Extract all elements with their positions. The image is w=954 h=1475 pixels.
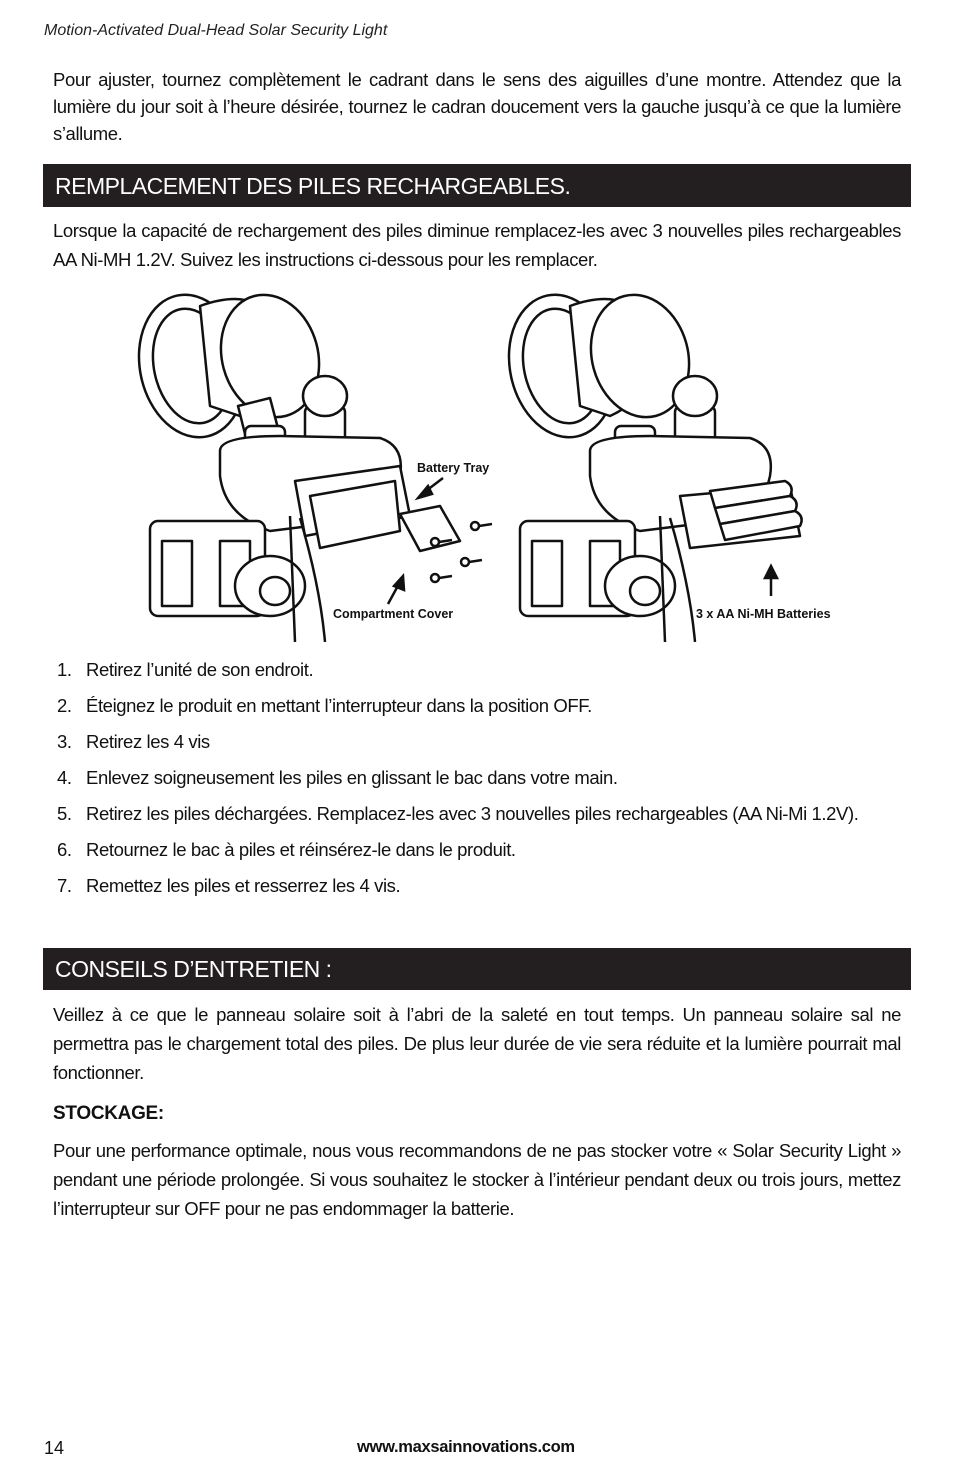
right-light-unit <box>496 286 801 642</box>
storage-heading: STOCKAGE: <box>53 1103 164 1124</box>
step-item: 6. Retournez le bac à piles et réinsérez-le dans le produit. <box>57 839 516 860</box>
step-item: 3. Retirez les 4 vis <box>57 731 210 752</box>
battery-replacement-figure <box>120 286 840 642</box>
storage-paragraph: Pour une performance optimale, nous vous recommandons de ne pas stocker votre « Solar Security Light » pendant une période prolongée. Si vous souhaitez le stocker à l’intérieur pendant deux ou trois jours, mettez l’interrupteur sur OFF pour ne pas endommager la batterie. <box>53 1140 901 1219</box>
step-item: 5. Retirez les piles déchargées. Remplacez-les avec 3 nouvelles piles rechargeables (AA Ni-Mi 1.2V). <box>57 803 859 824</box>
label-batteries: 3 x AA Ni-MH Batteries <box>696 607 831 621</box>
maintenance-paragraph: Veillez à ce que le panneau solaire soit à l’abri de la saleté en tout temps. Un panneau solaire sal ne permettra pas le chargement total des piles. De plus leur durée de vie sera réduite et la lumière pourrait mal fonctionner. <box>53 1004 901 1083</box>
section-heading-battery: REMPLACEMENT DES PILES RECHARGEABLES. <box>43 164 911 207</box>
intro-paragraph: Pour ajuster, tournez complètement le cadrant dans le sens des aiguilles d’une montre. Attendez que la lumière du jour soit à l’heure désirée, tournez le cadran doucement vers la gauche jusqu’à ce que la lumière s’allume. <box>53 69 901 144</box>
steps-list <box>53 656 901 899</box>
label-compartment-cover: Compartment Cover <box>333 607 454 621</box>
battery-intro-paragraph: Lorsque la capacité de rechargement des piles diminue remplacez-les avec 3 nouvelles piles rechargeables AA Ni-MH 1.2V. Suivez les instructions ci-dessous pour les remplacer. <box>53 220 901 270</box>
illustration-svg <box>120 286 840 642</box>
step-item: 4. Enlevez soigneusement les piles en glissant le bac dans votre main. <box>57 767 618 788</box>
page-number: 14 <box>44 1438 65 1458</box>
label-battery-tray: Battery Tray <box>417 461 490 475</box>
footer-url: www.maxsainnovations.com <box>357 1438 575 1456</box>
running-header: Motion-Activated Dual-Head Solar Security Light <box>44 22 388 39</box>
step-item: 1. Retirez l’unité de son endroit. <box>57 659 314 680</box>
step-item: 2. Éteignez le produit en mettant l’interrupteur dans la position OFF. <box>57 695 592 716</box>
left-light-unit <box>126 286 460 642</box>
section-heading-maintenance: CONSEILS D’ENTRETIEN : <box>43 948 911 990</box>
step-item: 7. Remettez les piles et resserrez les 4 vis. <box>57 875 401 896</box>
